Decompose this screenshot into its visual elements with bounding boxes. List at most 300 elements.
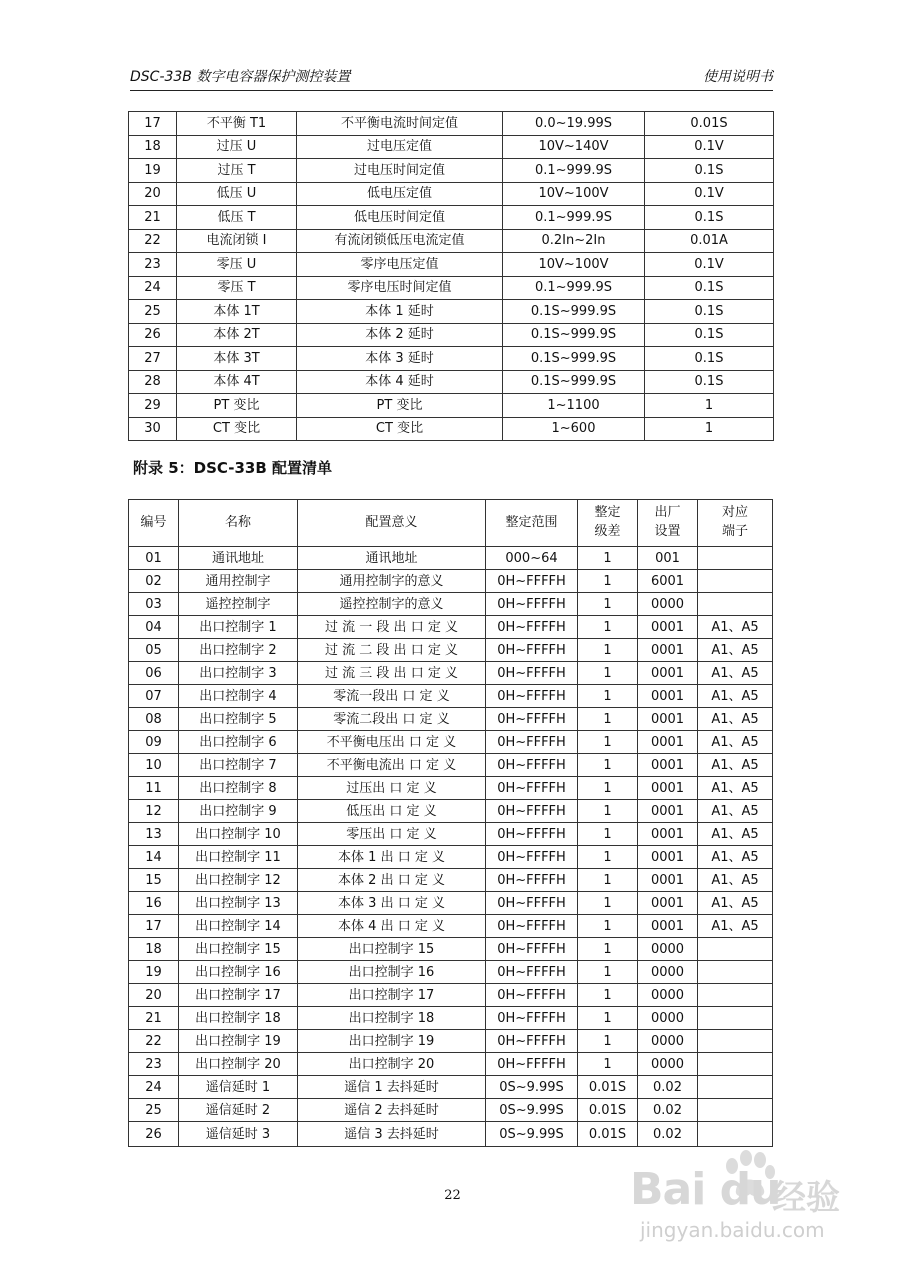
default-cell: 0001	[638, 915, 698, 938]
no-cell: 03	[129, 593, 179, 616]
table-row	[129, 394, 774, 418]
terminal-cell	[698, 1122, 773, 1147]
range-cell: 0H~FFFFH	[486, 869, 578, 892]
terminal-cell: A1、A5	[698, 915, 773, 938]
range-cell: 0H~FFFFH	[486, 570, 578, 593]
default-cell: 0000	[638, 1030, 698, 1053]
range-cell: 0H~FFFFH	[486, 754, 578, 777]
default-cell: 0001	[638, 685, 698, 708]
default-cell: 0000	[638, 961, 698, 984]
meaning-cell: 低压出 口 定 义	[298, 800, 486, 823]
name-cell: 遥信延时 2	[179, 1099, 298, 1122]
table-row	[129, 1099, 773, 1122]
meaning-cell: 本体 4 出 口 定 义	[298, 915, 486, 938]
column-header: 整定范围	[486, 500, 578, 547]
terminal-cell	[698, 1053, 773, 1076]
terminal-cell	[698, 961, 773, 984]
name-cell: 出口控制字 7	[179, 754, 298, 777]
range-cell: 000~64	[486, 547, 578, 570]
no-cell: 21	[129, 206, 177, 230]
step-cell: 0.1V	[645, 135, 774, 159]
range-cell: 0.2In~2In	[503, 229, 645, 253]
table-row	[129, 1007, 773, 1030]
meaning-cell: 低电压定值	[297, 182, 503, 206]
table-row	[129, 961, 773, 984]
no-cell: 22	[129, 1030, 179, 1053]
terminal-cell: A1、A5	[698, 731, 773, 754]
range-cell: 0H~FFFFH	[486, 915, 578, 938]
range-cell: 0H~FFFFH	[486, 961, 578, 984]
name-cell: 低压 T	[177, 206, 297, 230]
no-cell: 25	[129, 300, 177, 324]
default-cell: 6001	[638, 570, 698, 593]
section-title: 附录 5：DSC-33B 配置清单	[133, 459, 333, 477]
no-cell: 26	[129, 1122, 179, 1147]
no-cell: 10	[129, 754, 179, 777]
range-cell: 0H~FFFFH	[486, 777, 578, 800]
table-row	[129, 182, 774, 206]
name-cell: 出口控制字 13	[179, 892, 298, 915]
table-row	[129, 915, 773, 938]
step-cell: 1	[578, 915, 638, 938]
name-cell: 出口控制字 16	[179, 961, 298, 984]
name-cell: 出口控制字 20	[179, 1053, 298, 1076]
document-type: 使用说明书	[703, 69, 773, 85]
step-cell: 1	[578, 892, 638, 915]
name-cell: 出口控制字 1	[179, 616, 298, 639]
default-cell: 0001	[638, 869, 698, 892]
step-cell: 0.1S	[645, 159, 774, 183]
range-cell: 0H~FFFFH	[486, 685, 578, 708]
no-cell: 02	[129, 570, 179, 593]
no-cell: 22	[129, 229, 177, 253]
table-row	[129, 938, 773, 961]
no-cell: 13	[129, 823, 179, 846]
table-row	[129, 112, 774, 136]
table-row	[129, 984, 773, 1007]
meaning-cell: 过 流 一 段 出 口 定 义	[298, 616, 486, 639]
table-row	[129, 616, 773, 639]
column-header: 名称	[179, 500, 298, 547]
range-cell: 0H~FFFFH	[486, 846, 578, 869]
no-cell: 27	[129, 347, 177, 371]
range-cell: 0H~FFFFH	[486, 708, 578, 731]
table-row	[129, 135, 774, 159]
header-divider	[130, 90, 773, 91]
meaning-cell: 本体 3 延时	[297, 347, 503, 371]
no-cell: 18	[129, 938, 179, 961]
meaning-cell: 通讯地址	[298, 547, 486, 570]
name-cell: 出口控制字 8	[179, 777, 298, 800]
document-title: DSC-33B 数字电容器保护测控装置	[130, 69, 351, 85]
range-cell: 0.1~999.9S	[503, 276, 645, 300]
name-cell: 出口控制字 3	[179, 662, 298, 685]
table-row	[129, 300, 774, 324]
step-cell: 1	[578, 961, 638, 984]
meaning-cell: 零流二段出 口 定 义	[298, 708, 486, 731]
default-cell: 0001	[638, 731, 698, 754]
name-cell: 过压 T	[177, 159, 297, 183]
step-cell: 0.1S	[645, 300, 774, 324]
table-row	[129, 159, 774, 183]
table-row	[129, 731, 773, 754]
default-cell: 0.02	[638, 1099, 698, 1122]
table-row	[129, 276, 774, 300]
watermark-logo: Bai du	[630, 1164, 781, 1215]
meaning-cell: 过电压定值	[297, 135, 503, 159]
column-header: 对应 端子	[698, 500, 773, 547]
no-cell: 05	[129, 639, 179, 662]
table-row	[129, 823, 773, 846]
default-cell: 0000	[638, 1053, 698, 1076]
meaning-cell: 遥信 1 去抖延时	[298, 1076, 486, 1099]
table-row	[129, 869, 773, 892]
no-cell: 07	[129, 685, 179, 708]
name-cell: 出口控制字 9	[179, 800, 298, 823]
table-row	[129, 708, 773, 731]
no-cell: 26	[129, 323, 177, 347]
meaning-cell: 过电压时间定值	[297, 159, 503, 183]
name-cell: 零压 U	[177, 253, 297, 277]
step-cell: 1	[578, 754, 638, 777]
table-row	[129, 253, 774, 277]
name-cell: 出口控制字 12	[179, 869, 298, 892]
default-cell: 0001	[638, 892, 698, 915]
terminal-cell: A1、A5	[698, 639, 773, 662]
name-cell: 通讯地址	[179, 547, 298, 570]
step-cell: 0.1S	[645, 347, 774, 371]
terminal-cell: A1、A5	[698, 662, 773, 685]
terminal-cell: A1、A5	[698, 616, 773, 639]
name-cell: 出口控制字 11	[179, 846, 298, 869]
step-cell: 1	[578, 938, 638, 961]
step-cell: 1	[578, 1030, 638, 1053]
meaning-cell: 不平衡电流出 口 定 义	[298, 754, 486, 777]
no-cell: 20	[129, 984, 179, 1007]
step-cell: 1	[578, 616, 638, 639]
table-row	[129, 323, 774, 347]
range-cell: 0.1S~999.9S	[503, 370, 645, 394]
no-cell: 21	[129, 1007, 179, 1030]
range-cell: 0.0~19.99S	[503, 112, 645, 136]
meaning-cell: 不平衡电压出 口 定 义	[298, 731, 486, 754]
table-row	[129, 1030, 773, 1053]
no-cell: 29	[129, 394, 177, 418]
range-cell: 0S~9.99S	[486, 1076, 578, 1099]
table-row	[129, 754, 773, 777]
meaning-cell: 过 流 二 段 出 口 定 义	[298, 639, 486, 662]
range-cell: 0S~9.99S	[486, 1122, 578, 1147]
terminal-cell: A1、A5	[698, 708, 773, 731]
name-cell: 过压 U	[177, 135, 297, 159]
no-cell: 23	[129, 1053, 179, 1076]
default-cell: 0001	[638, 777, 698, 800]
range-cell: 0H~FFFFH	[486, 662, 578, 685]
name-cell: 出口控制字 10	[179, 823, 298, 846]
range-cell: 0.1S~999.9S	[503, 323, 645, 347]
meaning-cell: 遥信 2 去抖延时	[298, 1099, 486, 1122]
range-cell: 10V~100V	[503, 182, 645, 206]
meaning-cell: 本体 3 出 口 定 义	[298, 892, 486, 915]
step-cell: 1	[578, 777, 638, 800]
meaning-cell: 本体 1 出 口 定 义	[298, 846, 486, 869]
meaning-cell: 本体 2 出 口 定 义	[298, 869, 486, 892]
no-cell: 28	[129, 370, 177, 394]
config-list-table	[128, 499, 773, 1147]
default-cell: 0001	[638, 754, 698, 777]
table-row	[129, 547, 773, 570]
name-cell: 出口控制字 4	[179, 685, 298, 708]
range-cell: 0.1~999.9S	[503, 206, 645, 230]
range-cell: 0.1S~999.9S	[503, 300, 645, 324]
no-cell: 25	[129, 1099, 179, 1122]
table-row	[129, 892, 773, 915]
table-row	[129, 370, 774, 394]
meaning-cell: 出口控制字 18	[298, 1007, 486, 1030]
name-cell: PT 变比	[177, 394, 297, 418]
meaning-cell: 不平衡电流时间定值	[297, 112, 503, 136]
page-header	[130, 66, 773, 88]
step-cell: 0.1V	[645, 182, 774, 206]
no-cell: 18	[129, 135, 177, 159]
table-row	[129, 662, 773, 685]
name-cell: 遥信延时 3	[179, 1122, 298, 1147]
step-cell: 1	[645, 394, 774, 418]
column-header: 整定 级差	[578, 500, 638, 547]
step-cell: 1	[578, 662, 638, 685]
name-cell: 本体 4T	[177, 370, 297, 394]
default-cell: 0001	[638, 616, 698, 639]
meaning-cell: 有流闭锁低压电流定值	[297, 229, 503, 253]
step-cell: 0.1S	[645, 323, 774, 347]
meaning-cell: 本体 1 延时	[297, 300, 503, 324]
table-row	[129, 800, 773, 823]
meaning-cell: 本体 2 延时	[297, 323, 503, 347]
no-cell: 23	[129, 253, 177, 277]
table-row	[129, 593, 773, 616]
step-cell: 0.1S	[645, 370, 774, 394]
terminal-cell: A1、A5	[698, 869, 773, 892]
range-cell: 0H~FFFFH	[486, 984, 578, 1007]
table-row	[129, 777, 773, 800]
default-cell: 0000	[638, 984, 698, 1007]
terminal-cell	[698, 984, 773, 1007]
terminal-cell	[698, 1076, 773, 1099]
default-cell: 0001	[638, 846, 698, 869]
table-row	[129, 417, 774, 441]
name-cell: 出口控制字 19	[179, 1030, 298, 1053]
no-cell: 14	[129, 846, 179, 869]
meaning-cell: CT 变比	[297, 417, 503, 441]
name-cell: 本体 2T	[177, 323, 297, 347]
default-cell: 0001	[638, 708, 698, 731]
step-cell: 1	[578, 800, 638, 823]
step-cell: 1	[578, 846, 638, 869]
column-header: 出厂 设置	[638, 500, 698, 547]
step-cell: 1	[578, 547, 638, 570]
no-cell: 19	[129, 961, 179, 984]
default-cell: 0001	[638, 662, 698, 685]
range-cell: 0H~FFFFH	[486, 800, 578, 823]
meaning-cell: 本体 4 延时	[297, 370, 503, 394]
step-cell: 1	[578, 593, 638, 616]
column-header: 配置意义	[298, 500, 486, 547]
default-cell: 0000	[638, 1007, 698, 1030]
terminal-cell	[698, 1099, 773, 1122]
name-cell: 遥信延时 1	[179, 1076, 298, 1099]
watermark-brand: 经验	[772, 1178, 840, 1218]
meaning-cell: 遥信 3 去抖延时	[298, 1122, 486, 1147]
no-cell: 12	[129, 800, 179, 823]
no-cell: 17	[129, 112, 177, 136]
step-cell: 0.1S	[645, 276, 774, 300]
name-cell: 低压 U	[177, 182, 297, 206]
range-cell: 0H~FFFFH	[486, 1053, 578, 1076]
table-row	[129, 1053, 773, 1076]
meaning-cell: 遥控控制字的意义	[298, 593, 486, 616]
step-cell: 1	[578, 639, 638, 662]
no-cell: 24	[129, 276, 177, 300]
name-cell: 通用控制字	[179, 570, 298, 593]
terminal-cell: A1、A5	[698, 892, 773, 915]
range-cell: 0H~FFFFH	[486, 616, 578, 639]
range-cell: 0H~FFFFH	[486, 823, 578, 846]
name-cell: CT 变比	[177, 417, 297, 441]
meaning-cell: 零压出 口 定 义	[298, 823, 486, 846]
name-cell: 出口控制字 14	[179, 915, 298, 938]
step-cell: 1	[578, 1053, 638, 1076]
table-row	[129, 570, 773, 593]
terminal-cell	[698, 1030, 773, 1053]
terminal-cell: A1、A5	[698, 823, 773, 846]
no-cell: 19	[129, 159, 177, 183]
range-cell: 0H~FFFFH	[486, 731, 578, 754]
name-cell: 出口控制字 17	[179, 984, 298, 1007]
name-cell: 出口控制字 15	[179, 938, 298, 961]
no-cell: 09	[129, 731, 179, 754]
no-cell: 30	[129, 417, 177, 441]
terminal-cell: A1、A5	[698, 800, 773, 823]
meaning-cell: 出口控制字 20	[298, 1053, 486, 1076]
range-cell: 0H~FFFFH	[486, 892, 578, 915]
range-cell: 0.1~999.9S	[503, 159, 645, 183]
table-row	[129, 1122, 773, 1147]
meaning-cell: 出口控制字 15	[298, 938, 486, 961]
step-cell: 1	[578, 570, 638, 593]
step-cell: 1	[645, 417, 774, 441]
table-row	[129, 229, 774, 253]
range-cell: 0H~FFFFH	[486, 938, 578, 961]
name-cell: 不平衡 T1	[177, 112, 297, 136]
step-cell: 0.01S	[645, 112, 774, 136]
range-cell: 10V~100V	[503, 253, 645, 277]
meaning-cell: 通用控制字的意义	[298, 570, 486, 593]
step-cell: 1	[578, 823, 638, 846]
table-row	[129, 206, 774, 230]
meaning-cell: 出口控制字 17	[298, 984, 486, 1007]
meaning-cell: 零序电压时间定值	[297, 276, 503, 300]
step-cell: 1	[578, 708, 638, 731]
name-cell: 出口控制字 5	[179, 708, 298, 731]
step-cell: 1	[578, 1007, 638, 1030]
name-cell: 零压 T	[177, 276, 297, 300]
no-cell: 01	[129, 547, 179, 570]
no-cell: 06	[129, 662, 179, 685]
watermark-url: jingyan.baidu.com	[640, 1218, 825, 1242]
no-cell: 17	[129, 915, 179, 938]
range-cell: 0H~FFFFH	[486, 1030, 578, 1053]
no-cell: 08	[129, 708, 179, 731]
step-cell: 1	[578, 685, 638, 708]
step-cell: 0.1V	[645, 253, 774, 277]
step-cell: 1	[578, 731, 638, 754]
terminal-cell: A1、A5	[698, 846, 773, 869]
step-cell: 0.1S	[645, 206, 774, 230]
step-cell: 1	[578, 869, 638, 892]
name-cell: 遥控控制字	[179, 593, 298, 616]
name-cell: 出口控制字 18	[179, 1007, 298, 1030]
default-cell: 0000	[638, 938, 698, 961]
step-cell: 0.01A	[645, 229, 774, 253]
range-cell: 0H~FFFFH	[486, 593, 578, 616]
name-cell: 本体 3T	[177, 347, 297, 371]
no-cell: 16	[129, 892, 179, 915]
no-cell: 20	[129, 182, 177, 206]
range-cell: 1~1100	[503, 394, 645, 418]
no-cell: 04	[129, 616, 179, 639]
table-row	[129, 347, 774, 371]
table-row	[129, 685, 773, 708]
meaning-cell: 出口控制字 16	[298, 961, 486, 984]
default-cell: 0.02	[638, 1122, 698, 1147]
range-cell: 0.1S~999.9S	[503, 347, 645, 371]
meaning-cell: 零流一段出 口 定 义	[298, 685, 486, 708]
range-cell: 1~600	[503, 417, 645, 441]
meaning-cell: 过 流 三 段 出 口 定 义	[298, 662, 486, 685]
name-cell: 本体 1T	[177, 300, 297, 324]
terminal-cell	[698, 570, 773, 593]
table-row	[129, 1076, 773, 1099]
name-cell: 出口控制字 2	[179, 639, 298, 662]
terminal-cell: A1、A5	[698, 685, 773, 708]
meaning-cell: 出口控制字 19	[298, 1030, 486, 1053]
range-cell: 10V~140V	[503, 135, 645, 159]
step-cell: 0.01S	[578, 1099, 638, 1122]
table-header-row	[129, 500, 773, 547]
table-row	[129, 846, 773, 869]
default-cell: 001	[638, 547, 698, 570]
name-cell: 出口控制字 6	[179, 731, 298, 754]
meaning-cell: 零序电压定值	[297, 253, 503, 277]
default-cell: 0001	[638, 639, 698, 662]
terminal-cell	[698, 547, 773, 570]
no-cell: 11	[129, 777, 179, 800]
meaning-cell: 过压出 口 定 义	[298, 777, 486, 800]
no-cell: 15	[129, 869, 179, 892]
settings-table-continued	[128, 111, 774, 441]
terminal-cell: A1、A5	[698, 754, 773, 777]
meaning-cell: PT 变比	[297, 394, 503, 418]
default-cell: 0001	[638, 823, 698, 846]
default-cell: 0.02	[638, 1076, 698, 1099]
range-cell: 0H~FFFFH	[486, 1007, 578, 1030]
table-row	[129, 639, 773, 662]
terminal-cell: A1、A5	[698, 777, 773, 800]
range-cell: 0H~FFFFH	[486, 639, 578, 662]
range-cell: 0S~9.99S	[486, 1099, 578, 1122]
name-cell: 电流闭锁 I	[177, 229, 297, 253]
step-cell: 0.01S	[578, 1122, 638, 1147]
